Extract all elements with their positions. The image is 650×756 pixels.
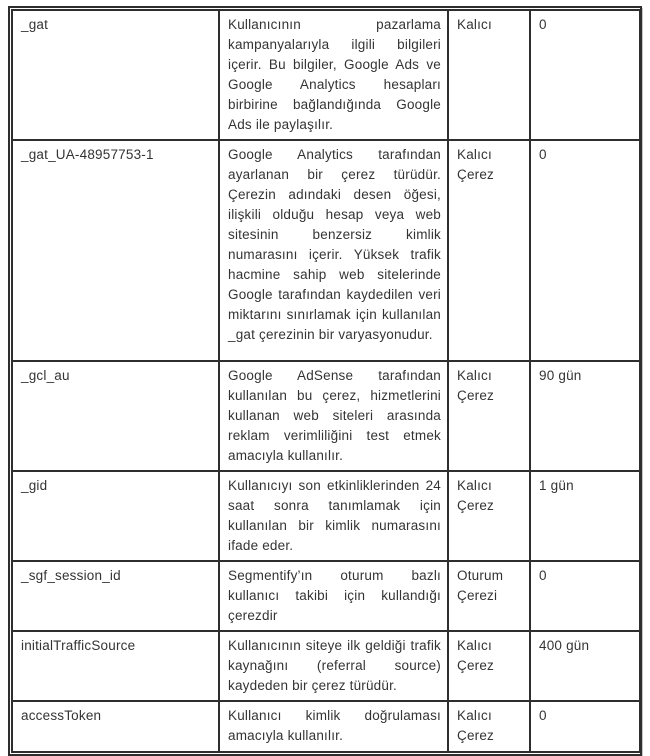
cookie-name-cell: accessToken xyxy=(12,701,219,752)
cookie-type-cell: Kalıcı xyxy=(448,10,530,140)
table-row xyxy=(12,10,640,140)
cookie-table xyxy=(11,9,641,753)
table-row xyxy=(12,631,640,701)
cookie-type-cell: Kalıcı Çerez xyxy=(448,471,530,561)
cookie-description-cell: Kullanıcı kimlik doğrulaması amacıyla kullanılır. xyxy=(219,701,448,752)
cookie-duration-cell: 0 xyxy=(530,10,640,140)
cookie-type-cell: Kalıcı Çerez xyxy=(448,361,530,471)
cookie-description-cell: Kullanıcının siteye ilk geldiği trafik kaynağını (referral source) kaydeden bir çerez türüdür. xyxy=(219,631,448,701)
cookie-description-cell: Segmentify’ın oturum bazlı kullanıcı takibi için kullandığı çerezdir xyxy=(219,561,448,631)
cookie-duration-cell: 0 xyxy=(530,561,640,631)
cookie-name-cell: _gat_UA-48957753-1 xyxy=(12,140,219,361)
cookie-description-cell: Google AdSense tarafından kullanılan bu çerez, hizmetlerini kullanan web siteleri arasında reklam verimliliğini test etmek amacıyla kullanılır. xyxy=(219,361,448,471)
cookie-name-cell: _gid xyxy=(12,471,219,561)
cookie-duration-cell: 90 gün xyxy=(530,361,640,471)
cookie-name-cell: initialTrafficSource xyxy=(12,631,219,701)
cookie-description-cell: Kullanıcıyı son etkinliklerinden 24 saat sonra tanımlamak için kullanılan bir kimlik numarasını ifade eder. xyxy=(219,471,448,561)
cookie-duration-cell: 0 xyxy=(530,140,640,361)
table-row xyxy=(12,701,640,752)
table-row xyxy=(12,561,640,631)
table-row xyxy=(12,140,640,361)
cookie-name-cell: _gcl_au xyxy=(12,361,219,471)
cookie-type-cell: Kalıcı Çerez xyxy=(448,631,530,701)
table-row xyxy=(12,471,640,561)
cookie-duration-cell: 1 gün xyxy=(530,471,640,561)
cookie-duration-cell: 0 xyxy=(530,701,640,752)
cookie-description-cell: Google Analytics tarafından ayarlanan bir çerez türüdür. Çerezin adındaki desen öğesi, ilişkili olduğu hesap veya web sitesinin benzersiz kimlik numarasını içerir. Yüksek trafik hacmine sahip web sitelerinde Google tarafından kaydedilen veri miktarını sınırlamak için kullanılan _gat çerezinin bir varyasyonudur. xyxy=(219,140,448,361)
cookie-name-cell: _sgf_session_id xyxy=(12,561,219,631)
cookie-type-cell: Kalıcı Çerez xyxy=(448,701,530,752)
cookie-type-cell: Oturum Çerezi xyxy=(448,561,530,631)
cookie-name-cell: _gat xyxy=(12,10,219,140)
cookie-duration-cell: 400 gün xyxy=(530,631,640,701)
table-row xyxy=(12,361,640,471)
cookie-description-cell: Kullanıcının pazarlama kampanyalarıyla ilgili bilgileri içerir. Bu bilgiler, Google Ads ve Google Analytics hesapları birbirine bağlandığında Google Ads ile paylaşılır. xyxy=(219,10,448,140)
cookie-type-cell: Kalıcı Çerez xyxy=(448,140,530,361)
cookie-table-body xyxy=(12,10,640,752)
cookie-table-frame xyxy=(8,6,642,756)
